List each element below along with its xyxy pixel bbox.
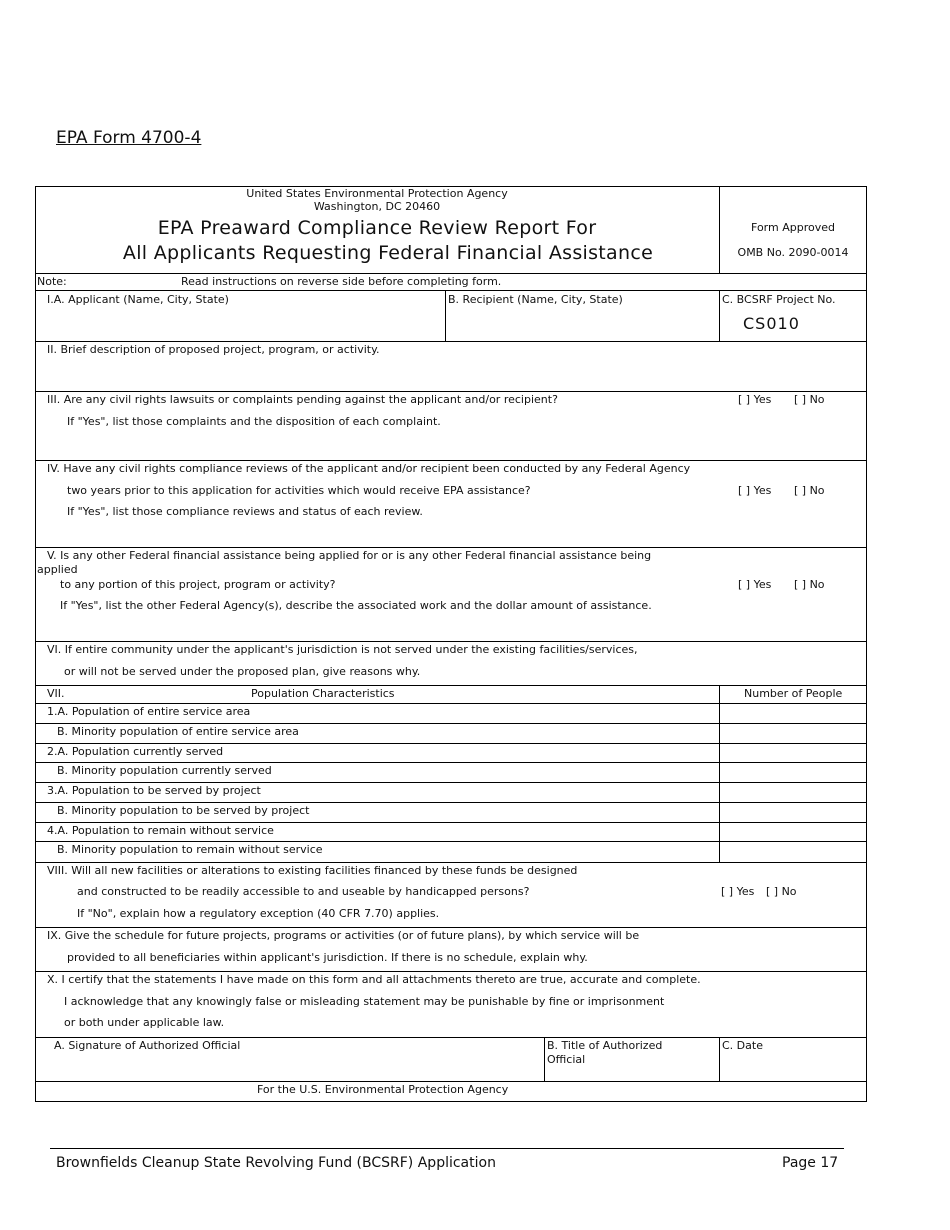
footer-title: Brownfields Cleanup State Revolving Fund (BCSRF) Application xyxy=(56,1155,496,1171)
title-label-line2: Official xyxy=(547,1053,586,1066)
population-row-divider xyxy=(35,782,867,783)
lawsuits-yes-checkbox[interactable]: [ ] Yes xyxy=(738,393,772,406)
population-row-divider xyxy=(35,762,867,763)
population-count-field[interactable] xyxy=(719,842,865,860)
accessibility-no-checkbox[interactable]: [ ] No xyxy=(766,885,797,898)
date-label: C. Date xyxy=(722,1039,763,1052)
population-row-label: B. Minority population currently served xyxy=(57,764,272,778)
schedule-question-line1: IX. Give the schedule for future projects, programs or activities (or of future plans), by which service will be xyxy=(47,929,640,942)
omb-number: OMB No. 2090-0014 xyxy=(737,246,849,259)
population-count-field[interactable] xyxy=(719,704,865,722)
assistance-yes-checkbox[interactable]: [ ] Yes xyxy=(738,578,772,591)
lawsuits-no-checkbox[interactable]: [ ] No xyxy=(794,393,825,406)
lawsuits-question: III. Are any civil rights lawsuits or complaints pending against the applicant and/or recipient? xyxy=(47,393,558,406)
population-count-field[interactable] xyxy=(719,724,865,742)
reviews-no-checkbox[interactable]: [ ] No xyxy=(794,484,825,497)
assistance-question-line2: to any portion of this project, program or activity? xyxy=(60,578,336,591)
signature-field[interactable] xyxy=(36,1052,543,1080)
certification-line3: or both under applicable law. xyxy=(64,1016,225,1029)
assistance-question-wrap: applied xyxy=(37,563,78,576)
population-row-divider xyxy=(35,723,867,724)
agency-address: Washington, DC 20460 xyxy=(313,200,441,213)
recipient-field[interactable] xyxy=(446,308,718,340)
description-field[interactable] xyxy=(36,358,866,390)
accessibility-question-line2: and constructed to be readily accessible to and useable by handicapped persons? xyxy=(77,885,530,898)
population-row-divider xyxy=(35,841,867,842)
population-count-field[interactable] xyxy=(719,783,865,801)
reviews-question-line1: IV. Have any civil rights compliance reviews of the applicant and/or recipient been conducted by any Federal Agency xyxy=(47,462,691,475)
schedule-question-line2: provided to all beneficiaries within applicant's jurisdiction. If there is no schedule, explain why. xyxy=(67,951,588,964)
population-count-field[interactable] xyxy=(719,823,865,841)
date-field[interactable] xyxy=(720,1052,866,1080)
population-header: Population Characteristics xyxy=(251,687,395,700)
recipient-label: B. Recipient (Name, City, State) xyxy=(448,293,623,306)
lawsuits-followup: If "Yes", list those complaints and the disposition of each complaint. xyxy=(67,415,441,428)
form-approved: Form Approved xyxy=(751,221,835,234)
applicant-field[interactable] xyxy=(36,308,444,340)
community-question-line2: or will not be served under the proposed plan, give reasons why. xyxy=(64,665,421,678)
signature-label: A. Signature of Authorized Official xyxy=(54,1039,241,1052)
assistance-question-line1: V. Is any other Federal financial assistance being applied for or is any other Federal financial assistance being xyxy=(47,549,652,562)
assistance-followup: If "Yes", list the other Federal Agency(s), describe the associated work and the dollar amount of assistance. xyxy=(60,599,652,612)
reviews-question-line2: two years prior to this application for activities which would receive EPA assistance? xyxy=(67,484,531,497)
project-number-value[interactable]: CS010 xyxy=(743,314,800,333)
accessibility-followup: If "No", explain how a regulatory exception (40 CFR 7.70) applies. xyxy=(77,907,440,920)
description-label: II. Brief description of proposed project, program, or activity. xyxy=(47,343,380,356)
page-number: Page 17 xyxy=(782,1155,839,1171)
reviews-followup: If "Yes", list those compliance reviews and status of each review. xyxy=(67,505,423,518)
assistance-no-checkbox[interactable]: [ ] No xyxy=(794,578,825,591)
population-row-divider xyxy=(35,802,867,803)
population-section-label: VII. xyxy=(47,687,65,700)
certification-line2: I acknowledge that any knowingly false or misleading statement may be punishable by fine or imprisonment xyxy=(64,995,665,1008)
title-field[interactable] xyxy=(545,1066,718,1080)
accessibility-yes-checkbox[interactable]: [ ] Yes xyxy=(721,885,755,898)
reviews-yes-checkbox[interactable]: [ ] Yes xyxy=(738,484,772,497)
population-row-label: 4.A. Population to remain without service xyxy=(47,823,274,837)
footer-divider xyxy=(50,1148,844,1149)
population-count-field[interactable] xyxy=(719,803,865,821)
population-row-label: 1.A. Population of entire service area xyxy=(47,705,251,718)
population-count-field[interactable] xyxy=(719,763,865,781)
project-number-label: C. BCSRF Project No. xyxy=(722,293,836,306)
title-label-line1: B. Title of Authorized xyxy=(547,1039,663,1052)
population-row-label: B. Minority population to remain without service xyxy=(57,843,323,857)
certification-line1: X. I certify that the statements I have made on this form and all attachments thereto are true, accurate and complete. xyxy=(47,973,701,986)
population-row-label: 2.A. Population currently served xyxy=(47,744,224,758)
population-row-label: B. Minority population to be served by project xyxy=(57,803,310,817)
note-text: Read instructions on reverse side before completing form. xyxy=(181,275,502,288)
agency-name: United States Environmental Protection Agency xyxy=(246,187,508,200)
agency-footer: For the U.S. Environmental Protection Agency xyxy=(257,1083,509,1096)
form-number: EPA Form 4700-4 xyxy=(56,128,202,148)
community-question-line1: VI. If entire community under the applicant's jurisdiction is not served under the existing facilities/services, xyxy=(47,643,638,656)
compliance-form xyxy=(35,186,867,1102)
population-row-divider xyxy=(35,822,867,823)
population-row-divider xyxy=(35,743,867,744)
population-count-field[interactable] xyxy=(719,744,865,762)
population-row-label: 3.A. Population to be served by project xyxy=(47,784,261,797)
form-title-line2: All Applicants Requesting Federal Financial Assistance xyxy=(122,242,654,264)
applicant-label: I.A. Applicant (Name, City, State) xyxy=(47,293,229,306)
number-of-people-header: Number of People xyxy=(744,687,843,700)
accessibility-question-line1: VIII. Will all new facilities or alterations to existing facilities financed by these funds be designed xyxy=(47,864,578,877)
population-row-label: B. Minority population of entire service area xyxy=(57,724,299,738)
note-label: Note: xyxy=(37,275,67,288)
form-title-line1: EPA Preaward Compliance Review Report For xyxy=(157,217,597,239)
